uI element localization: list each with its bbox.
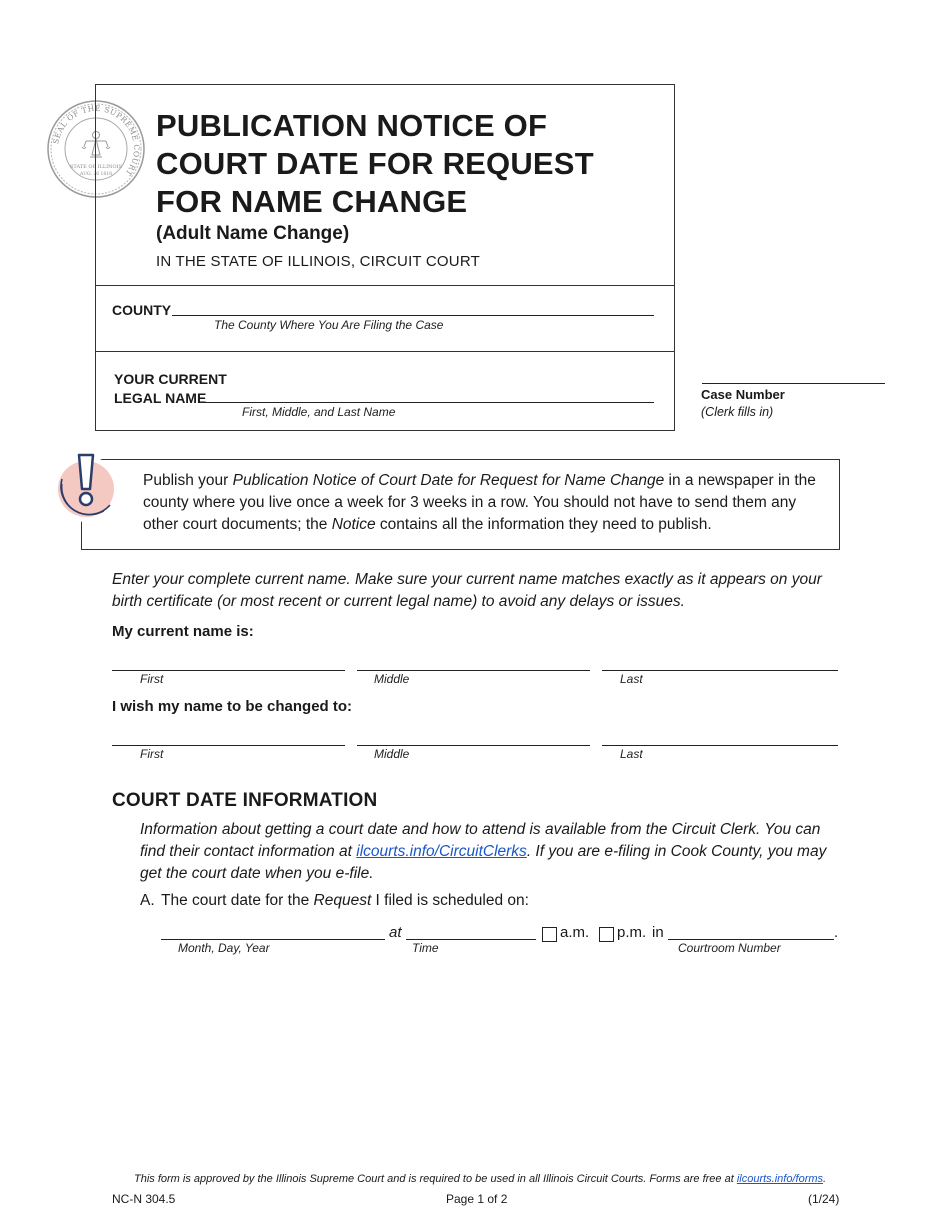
name-instructions: Enter your complete current name. Make sure your current name matches exactly as it appears on your birth certificate (or most recent or current legal name) to avoid any delays or issues. [112, 571, 822, 610]
item-a-part-1: The court date for the [161, 892, 314, 909]
current-name-caption: First, Middle, and Last Name [242, 405, 396, 419]
date-caption: Month, Day, Year [178, 941, 270, 955]
notice-text-2: in a newspaper in the county where you live once a week for 3 weeks in a row. You should not have to send them any other court documents; the [143, 472, 816, 533]
court-info-text-1: Information about getting a court date and how to attend is available from the Circuit Clerk. You can find their contact information at [140, 821, 821, 860]
circuit-clerks-link[interactable]: ilcourts.info/CircuitClerks [356, 843, 527, 860]
notice-form-name: Publication Notice of Court Date for Request for Name Change [232, 472, 665, 489]
item-a-part-2: I filed is scheduled on: [371, 892, 529, 909]
current-legal-name-field[interactable] [200, 402, 654, 403]
case-number-field[interactable] [702, 383, 885, 384]
item-a-letter: A. [140, 892, 155, 909]
form-title [156, 107, 656, 221]
notice-text-1: Publish your [143, 472, 233, 489]
court-date-info [140, 819, 842, 885]
state-court-line: IN THE STATE OF ILLINOIS, CIRCUIT COURT [156, 253, 480, 270]
courtroom-caption: Courtroom Number [678, 941, 781, 955]
new-middle-name-field[interactable] [357, 745, 590, 746]
first-caption: First [140, 747, 164, 761]
last-caption: Last [620, 747, 643, 761]
court-date-field[interactable] [161, 939, 385, 940]
title-line-1: PUBLICATION NOTICE OF [156, 108, 548, 143]
county-caption: The County Where You Are Filing the Case [214, 318, 444, 332]
last-caption: Last [620, 672, 643, 686]
current-middle-name-field[interactable] [357, 670, 590, 671]
case-number-label: Case Number [701, 387, 785, 402]
form-subtitle: (Adult Name Change) [156, 223, 350, 244]
item-a-request: Request [313, 892, 372, 909]
county-label: COUNTY [112, 302, 172, 318]
form-header-box [95, 84, 675, 431]
title-line-2: COURT DATE FOR REQUEST [156, 146, 594, 181]
seal-date-text: AUG. 26 1818 [80, 172, 112, 177]
approval-end: . [823, 1173, 827, 1185]
court-info-text-2: . If you are e-filing in Cook County, you may get the court date when you e-file. [140, 843, 827, 882]
at-label: at [389, 924, 402, 941]
court-date-heading: COURT DATE INFORMATION [112, 790, 378, 811]
current-name-label-2: LEGAL NAME [114, 390, 207, 406]
notice-term: Notice [331, 516, 376, 533]
court-time-field[interactable] [406, 939, 536, 940]
publication-notice-box [81, 459, 840, 550]
divider [96, 351, 674, 352]
forms-link[interactable]: ilcourts.info/forms [736, 1173, 824, 1185]
approval-statement [134, 1173, 826, 1185]
form-version: (1/24) [808, 1192, 840, 1206]
notice-text-3: contains all the information they need to publish. [375, 516, 712, 533]
time-caption: Time [412, 941, 439, 955]
pm-label: p.m. [617, 924, 647, 941]
new-first-name-field[interactable] [112, 745, 345, 746]
publication-instructions [143, 470, 828, 536]
current-name-label-1: YOUR CURRENT [114, 371, 227, 387]
title-line-3: FOR NAME CHANGE [156, 184, 468, 219]
middle-caption: Middle [374, 672, 410, 686]
county-field[interactable] [172, 315, 654, 316]
seal-state-text: STATE OF ILLINOIS [69, 164, 123, 170]
divider [96, 285, 674, 286]
approval-text: This form is approved by the Illinois Supreme Court and is required to be used in all Illinois Circuit Courts. Forms are free at [134, 1173, 737, 1185]
item-a-text [161, 890, 529, 912]
page-number: Page 1 of 2 [446, 1192, 508, 1206]
period: . [834, 924, 839, 941]
new-last-name-field[interactable] [602, 745, 838, 746]
in-label: in [652, 924, 664, 941]
svg-text:SEAL OF THE SUPREME COURT: SEAL OF THE SUPREME COURT [51, 103, 142, 178]
am-checkbox[interactable] [542, 927, 557, 942]
current-name-heading: My current name is: [112, 623, 254, 640]
case-number-note: (Clerk fills in) [701, 405, 774, 419]
new-name-heading: I wish my name to be changed to: [112, 698, 353, 715]
current-last-name-field[interactable] [602, 670, 838, 671]
first-caption: First [140, 672, 164, 686]
current-first-name-field[interactable] [112, 670, 345, 671]
exclamation-alert-icon [52, 449, 122, 525]
middle-caption: Middle [374, 747, 410, 761]
am-label: a.m. [560, 924, 590, 941]
form-number: NC-N 304.5 [112, 1192, 176, 1206]
pm-checkbox[interactable] [599, 927, 614, 942]
courtroom-number-field[interactable] [668, 939, 834, 940]
